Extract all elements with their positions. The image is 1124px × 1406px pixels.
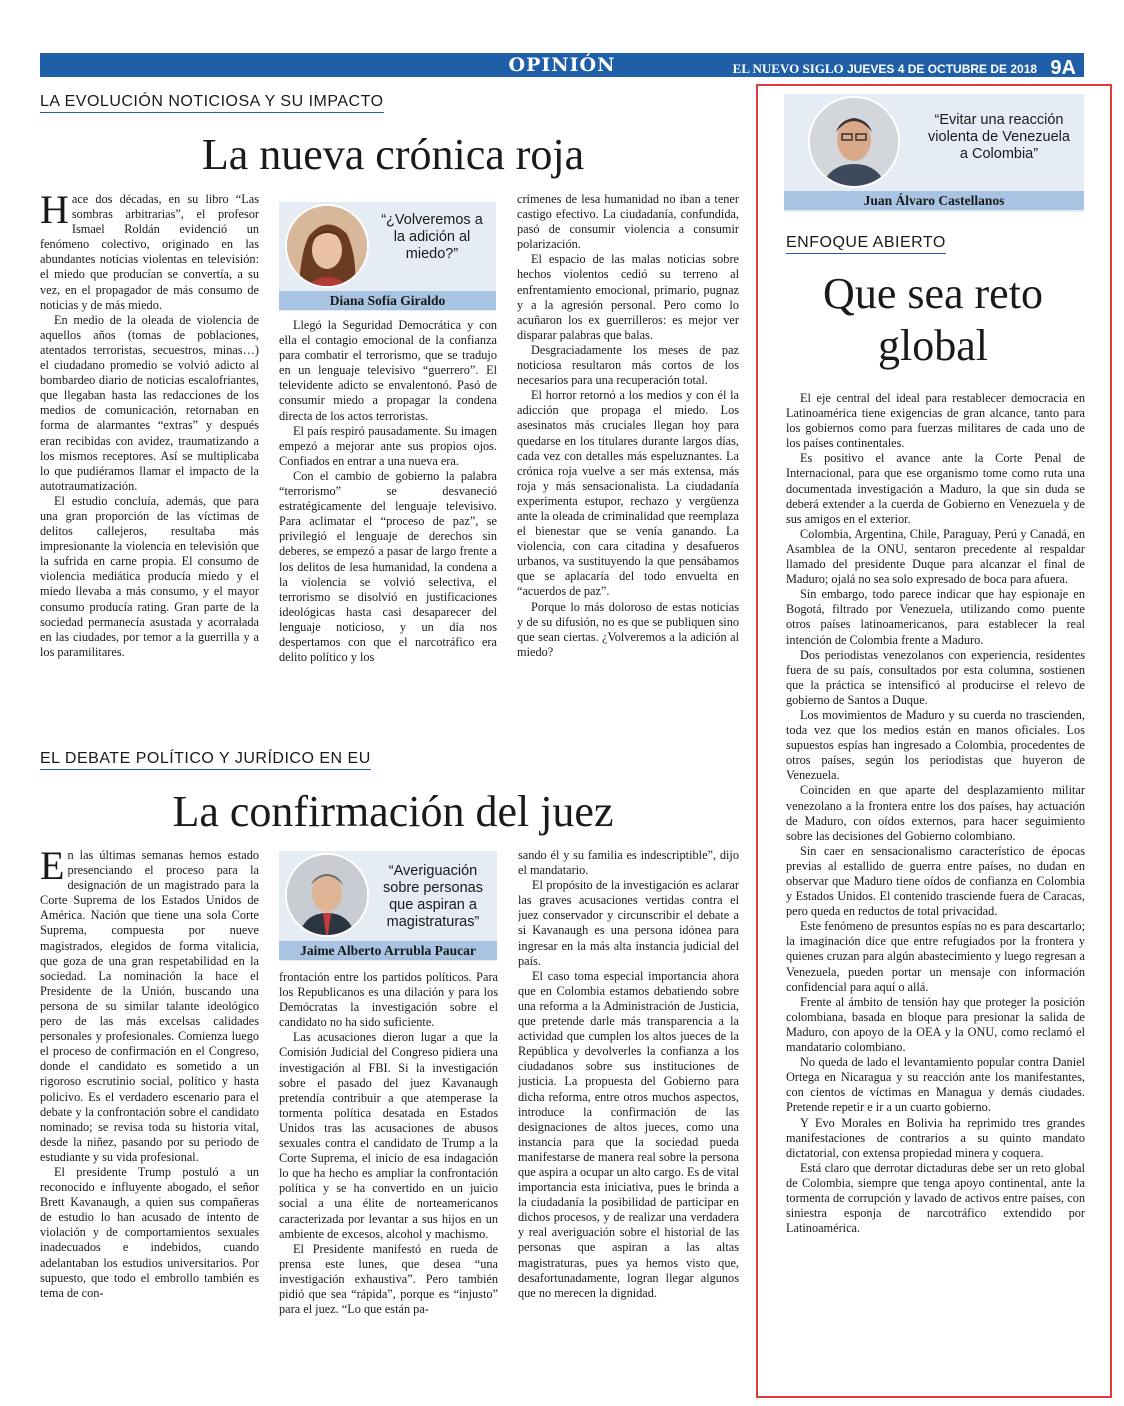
article2-col3-para: El caso toma especial importancia ahora que en Colombia estamos debatiendo sobre una reforma a la Administración de Justicia, que pretende darle más transparencia a la actividad que cumplen los altos jueces de la República y devolverles la confianza a los ciudadanos sobre sus instituciones de justicia. La propuesta del Gobierno para dicha reforma, entre otros muchos aspectos, introduce la confirmación de las designaciones de altos jueces, como una instancia para que la sociedad pueda manifestarse de manera real sobre la persona que aspira a ocupar un alto cargo. Es de vital importancia esta iniciativa, pues le brinda a la ciudadanía la posibilidad de participar en dichos procesos, y de realizar una verdadera y real averiguación sobre el historial de las personas que aspiran a las altas magistraturas, pues ya hemos visto que, desafortunadamente, logran llegar algunos que no merecen la dignidad. (518, 968, 739, 1300)
article3-quote-box (784, 94, 1084, 212)
article2-col2-para: El Presidente manifestó en rueda de prensa este lunes, que desea “una investigación exhaustiva”. Pero también pidió que sea “rápida”, porque es “injusto” para el juez. “Lo que están pa- (279, 1241, 498, 1317)
article2-col1-para: En las últimas semanas hemos estado presenciando el proceso para la designación de un magistrado para la Corte Suprema de los Estados Unidos de América. Nación que tiene una sola Corte Suprema, compuesta por nueve magistrados, elegidos de forma vitalicia, que goza de una gran respetabilidad en la sociedad. La nominación la hace el Presidente de la Unión, buscando una persona de su similar talante ideológico pero de las más excelsas calidades personales y profesionales. Comienza luego el proceso de confirmación en el Congreso, donde el candidato es sometido a un rigoroso escrutinio social, político y hasta policivo. Es el verdadero escenario para el debate y la confrontación sobre el candidato nominado; se revisa toda su historia vital, desde la niñez, pasando por su periodo de estudiante y su vida profesional. (40, 848, 259, 1164)
article2-col3-para: El propósito de la investigación es aclarar las graves acusaciones vertidas contra el juez conservador y circunscribir el debate a si Kavanaugh es una persona idónea para ingresar en la más alta instancia judicial del país. (518, 878, 739, 968)
article3-para: Este fenómeno de presuntos espías no es para descartarlo; la imaginación dice que entre refugiados por la frontera y quienes cruzan para algún abastecimiento y luego regresan a Venezuela, pueden portar un mensaje con información confidencial para aquí o allá. (786, 919, 1085, 994)
article1-quote-box (279, 202, 496, 311)
article2-column-3 (518, 848, 739, 1358)
article2-col3-para: sando él y su familia es indescriptible”, dijo el mandatario. (518, 848, 739, 878)
article1-col3-para: El horror retornó a los medios y con él la adicción que propaga el miedo. Los asesinatos más cruciales llegan hoy para quedarse en los titulares durante largos días, cada vez con detalles más espeluznantes. La crónica roja vuelve a ser más extensa, más roja y más sensacionalista. La ciudadanía experimenta estupor, rechazo y vergüenza ante la oleada de criminalidad que reemplaza el bienestar que se venía ganando. La violencia, con cara citadina y desafueros urbanos, va sustituyendo la que pensábamos que se aplacaría del todo envuelta en “acuerdos de paz”. (517, 388, 739, 599)
article3-para: Y Evo Morales en Bolivia ha reprimido tres grandes manifestaciones de contrarios a su quinto mandato dictatorial, con extensa propiedad minera y coquera. (786, 1115, 1085, 1160)
article2-quote: “Averiguación sobre personas que aspiran a magistraturas” (383, 863, 483, 930)
newspaper-name: EL NUEVO SIGLO (732, 61, 844, 76)
article3-headline-line1: Que sea reto (823, 269, 1043, 318)
article1-author: Diana Sofía Giraldo (279, 291, 496, 310)
author-photo-icon (287, 206, 367, 286)
article3-kicker: ENFOQUE ABIERTO (786, 234, 946, 254)
article1-quote: “¿Volveremos a la adición al miedo?” (381, 212, 483, 262)
article3-para: Dos periodistas venezolanos con experiencia, residentes fuera de su país, consultados por esta columna, sostienen que la práctica se intensificó al producirse el relevo de gobierno de Santos a Duque. (786, 647, 1085, 707)
article2-column-2 (279, 970, 498, 1358)
article1-column-2 (279, 318, 497, 714)
drop-cap: E (40, 848, 65, 888)
article3-body (786, 391, 1085, 1381)
article1-col1-para: En medio de la oleada de violencia de aquellos años (tomas de poblaciones, atentados terroristas, secuestros, minas…) el ciudadano promedio se volvió adicto al bombardeo diario de noticias escalofriantes, que llegaban hasta las redacciones de los medios de comunicación, retornaban en forma de alarmantes “extras” y después eran recibidas con avidez, traumatizando a los mismos receptores. Así se multiplicaba lo que pudiéramos llamar el impacto de la autotraumatización. (40, 312, 259, 493)
article3-headline-line2: global (878, 321, 988, 370)
article3-para: Sin caer en sensacionalismo característico de épocas previas al estallido de guerra entre países, no dudan en observar que Maduro tiene oídos de confianza en Colombia y Estados Unidos. El contenido trasciende fuera de Caracas, pero queda en reductos de total privacidad. (786, 843, 1085, 919)
article2-column-1 (40, 848, 259, 1358)
article2-col1-para: El presidente Trump postuló a un reconocido e influyente abogado, el señor Brett Kavanaugh, a quien sus compañeras de estudio lo han acusado de intento de violación y de comportamientos sexuales inadecuados e indebidos, cuando adelantaban los estudios universitarios. Por supuesto, que todo el embrollo también es tema de con- (40, 1164, 259, 1300)
header-meta (733, 56, 1076, 79)
article2-col2-para: Las acusaciones dieron lugar a que la Comisión Judicial del Congreso pidiera una investigación al FBI. Si la investigación sobre el pasado del juez Kavanaugh pretendía contribuir a que atemperase la tormenta política desatada en Estados Unidos tras las acusaciones de abusos sexuales contra el candidato de Trump a la Corte Suprema, el inicio de esa indagación lo que ha hecho es ampliar la confrontación política y se ha convertido en un juicio social a una élite de norteamericanos caracterizada por levantar a sus hijos en un ambiente de excesos, alcohol y machismo. (279, 1030, 498, 1241)
author-portrait (808, 96, 900, 188)
article3-para: Los movimientos de Maduro y su cuerda no trascienden, toda vez que los medios están en manos oficiales. Los supuestos espías han ingresado a Colombia, procedentes de otros países, según los periodistas que huyeron de Venezuela. (786, 707, 1085, 783)
article3-para: Está claro que derrotar dictaduras debe ser un reto global de Colombia, siempre que tenga apoyo continental, ante la tormenta de corrupción y lavado de activos entre países, con siniestra esponja de narcotráfico extendido por Latinoamérica. (786, 1160, 1085, 1236)
article1-col1-para: El estudio concluía, además, que para una gran proporción de las víctimas de delitos callejeros, resultaba más impresionante la violencia en televisión que la sufrida en carne propia. El consumo de violencia mediática producía miedo y el miedo llevaba a más consumo, y el mayor consumo producía rating. Gran parte de la sociedad permanecía asustada y acorralada en las ciudades, por temor a la guerrilla y a los paramilitares. (40, 493, 259, 659)
drop-cap: H (40, 192, 69, 232)
section-title: OPINIÓN (508, 54, 616, 76)
article1-col3-para: El espacio de las malas noticias sobre hechos violentos cedió su terreno al enfrentamiento emocional, primario, pugnaz y a la agresión personal. Pero como lo acuñaron los ex guerrilleros: es mejor ver disparar palabras que balas. (517, 252, 739, 342)
article3-para: Coinciden en que aparte del desplazamiento militar venezolano a la frontera entre los dos países, hay actuación de Maduro, con oídos externos, para hacer seguimiento sobre las decisiones del Gobierno colombiano. (786, 783, 1085, 843)
author-photo-icon (810, 98, 898, 186)
article1-kicker: LA EVOLUCIÓN NOTICIOSA Y SU IMPACTO (40, 93, 384, 113)
page-header-bar (40, 53, 1084, 77)
author-photo-icon (287, 855, 367, 935)
page-number: 9A (1050, 57, 1076, 79)
article1-headline: La nueva crónica roja (201, 130, 585, 179)
article3-para: No queda de lado el levantamiento popular contra Daniel Ortega en Nicaragua y su reacción ante los manifestantes, con cientos de víctimas en Managua y demás ciudades. Pretende repetir e ir a un cuarto gobierno. (786, 1055, 1085, 1115)
article3-author: Juan Álvaro Castellanos (784, 191, 1084, 210)
article3-para: El eje central del ideal para restablecer democracia en Latinoamérica tiene exigencias de gran alcance, tanto para los gobiernos como para fuerzas militares de cada uno de los países continentales. (786, 391, 1085, 451)
article3-para: Colombia, Argentina, Chile, Paraguay, Perú y Canadá, en Asamblea de la ONU, sentaron precedente al respaldar llamado del presidente Duque para alcanzar el final de Maduro; ojalá no sea solo expresado de boca para afuera. (786, 526, 1085, 587)
article2-headline: La confirmación del juez (172, 787, 614, 836)
article1-col3-para: crímenes de lesa humanidad no iban a tener castigo efectivo. La ciudadanía, confundida, pasó de consumir violencia a consumir polarización. (517, 192, 739, 252)
article1-col2-para: Llegó la Seguridad Democrática y con ella el contagio emocional de la confianza para combatir el terrorismo, que se tradujo en un lenguaje televisivo “guerrero”. El televidente adicto se envalentonó. Pasó de consumir miedo a propagar la condena directa de los actos terroristas. (279, 318, 497, 423)
article1-column-3 (517, 192, 739, 714)
article2-quote-box (279, 851, 497, 961)
article2-kicker: EL DEBATE POLÍTICO Y JURÍDICO EN EU (40, 750, 371, 770)
author-portrait (285, 204, 369, 288)
article3-para: Frente al ámbito de tensión hay que proteger la posición colombiana, basada en bloque para presionar la salida de Maduro, con apoyo de la OEA y la ONU, como reclamó el mandatario colombiano. (786, 994, 1085, 1055)
article3-para: Sin embargo, todo parece indicar que hay espionaje en Bogotá, filtrado por Venezuela, utilizando como puente otros países latinoamericanos, para establecer la real intención de Colombia frente a Maduro. (786, 587, 1085, 647)
article3-quote: “Evitar una reacción violenta de Venezuela a Colombia” (928, 112, 1070, 162)
article1-col3-para: Desgraciadamente los meses de paz noticiosa resultaron más cortos de los necesarios para una recuperación total. (517, 342, 739, 388)
author-portrait (285, 853, 369, 937)
article1-col2-para: El país respiró pausadamente. Su imagen empezó a mejorar ante sus propios ojos. Confiados en entrar a una nueva era. (279, 423, 497, 468)
article3-para: Es positivo el avance ante la Corte Penal de Internacional, para que ese organismo tome como ruta una documentada investigación a Maduro, la que sin duda se deberá extender a la cuerda de Gobierno en Venezuela y de sus amigos en el exterior. (786, 451, 1085, 526)
article1-col1-para: Hace dos décadas, en su libro “Las sombras arbitrarias”, el profesor Ismael Roldán evidenció un fenómeno colectivo, originado en las abundantes noticias violentas en televisión: el miedo que producían se convertía, a su vez, en el propagador de más consumo de noticias y de más miedo. (40, 192, 259, 312)
article1-col2-para: Con el cambio de gobierno la palabra “terrorismo” se desvaneció estratégicamente del lenguaje televisivo. Para aclimatar el “proceso de paz”, se privilegió el lenguaje de derechos sin deberes, se empezó a pasar de largo frente a los delitos de lesa humanidad, la condena a la violencia se volvió selectiva, el terrorismo se disolvió en justificaciones ideológicas hasta casi desaparecer del lenguaje noticioso, y un día nos despertamos con que el narcotráfico era delito político y los (279, 468, 497, 665)
article1-col3-para: Porque lo más doloroso de estas noticias y de su difusión, no es que se publiquen sino que sean ciertas. ¿Volveremos a la adición al miedo? (517, 599, 739, 659)
article1-column-1 (40, 192, 259, 714)
article2-col2-para: frontación entre los partidos políticos. Para los Republicanos es una dilación y para los Demócratas la investigación sobre el candidato no ha sido suficiente. (279, 970, 498, 1030)
issue-date: JUEVES 4 DE OCTUBRE DE 2018 (847, 62, 1038, 76)
article2-author: Jaime Alberto Arrubla Paucar (279, 941, 497, 960)
